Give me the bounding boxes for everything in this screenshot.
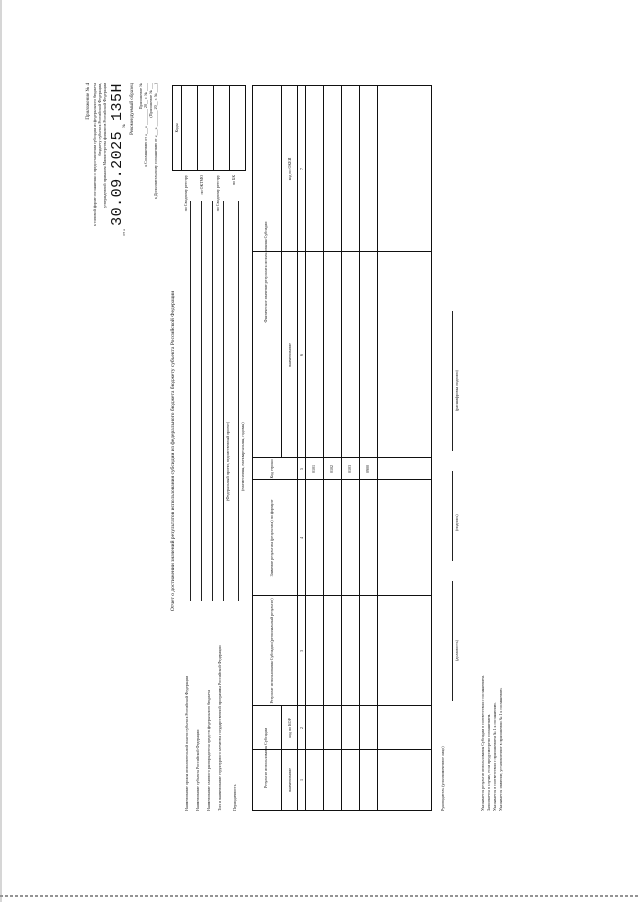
recommended-sample: Рекомендуемый образец [130,83,135,135]
signature-head: Руководитель (уполномоченное лицо) [440,746,445,811]
field-distributor: Наименование главного распорядителя средств федерального бюджета [206,689,211,811]
document-title: Отчет о достижении значений результатов использования субсидии из федерального бюджета бюджету субъекта Российской Федерации [170,290,176,612]
code-label-4: по БК [231,175,236,186]
order-date: 30.09.2025 [109,130,126,226]
report-table [252,85,432,811]
col-num-7: 7 [299,168,304,170]
col-value-header: Значение результата (результата) по формуле [269,499,274,577]
order-line-3: утвержденной приказом Министерства финансов Российской Федерации [102,83,107,208]
col-num-1: 1 [299,779,304,781]
order-line-2: бюджету субъекта Российской Федерации, [97,83,102,156]
col-result-name: наименование [287,767,292,793]
date-prefix: от « [121,228,126,236]
order-date-line [108,83,126,236]
footnote-1: Указывается результат использования Субсидии в соответствии с соглашением. [480,675,485,811]
footnote-2: Заполняется в случае, если предусмотрено соглашением. [486,713,491,811]
col-num-6: 6 [299,354,304,356]
col-num-3: 3 [299,650,304,652]
agreement-reference: к Соглашению от «___» ________ 20__ г. № ____ [143,83,148,167]
col-actual-name: наименование [287,342,292,368]
col-num-4: 4 [299,537,304,539]
col-code-header: Код строки [269,459,274,479]
col-result-header: Результат использования Субсидии [263,727,268,789]
period-note: (ежемесячная, ежеквартальная, годовая) [240,422,245,491]
number-prefix: № [121,124,126,128]
appendix-number: Приложение № [138,83,143,110]
row-code-1: 0101 [311,465,316,473]
code-label-1: по Сводному реестру [183,175,188,212]
field-note: (Федеральный проект, ведомственный проект) [225,421,230,501]
field-subject: Наименование субъекта Российской Федерации [195,729,200,811]
codes-box [172,85,246,171]
signature-decoding: (расшифровка подписи) [454,370,459,411]
signature-position: (должность) [454,640,459,661]
col-num-5: 5 [299,468,304,470]
col-actual-code: код по ОКЕИ [287,157,292,181]
field-organ: Наименование органа исполнительной власти субъекта Российской Федерации [184,676,189,811]
order-number: 135Н [109,83,126,122]
additional-reference-2: к Дополнительному соглашению от «___» ________ 20__ г. № ____) [153,83,158,200]
rotated-document-page [80,71,560,831]
additional-reference: (Приложение № ___ [148,83,153,118]
code-label-3: по Сводному реестру [215,175,220,212]
col-num-2: 2 [299,727,304,729]
footnote-4: Указывается значение, установленное в приложении № 1 к соглашению. [498,687,503,811]
appendix-label: Приложение № 4 [86,83,91,120]
codes-header: Коды [174,123,179,133]
field-structural: Тип и наименование структурного элемента государственной программы Российской Федерации [217,645,222,811]
row-code-3: 0103 [347,465,352,473]
col-unit-header: Результат использования Субсидии (региональный результат) [269,598,274,704]
col-actual-header: Фактическое значение результата использования Субсидии [263,221,268,323]
code-label-2: по ОКТМО [199,175,204,195]
field-periodicity: Периодичность [232,784,237,811]
order-line-1: к типовой форме соглашения о предоставлении субсидии из федерального бюджета [92,83,97,227]
col-result-code: код по КОР [287,718,292,738]
row-code-4: 0900 [365,465,370,473]
footnote-3: Указывается в соответствии с приложением № 1 к соглашению. [492,702,497,811]
row-code-2: 0102 [329,465,334,473]
signature-sign: (подпись) [454,514,459,531]
